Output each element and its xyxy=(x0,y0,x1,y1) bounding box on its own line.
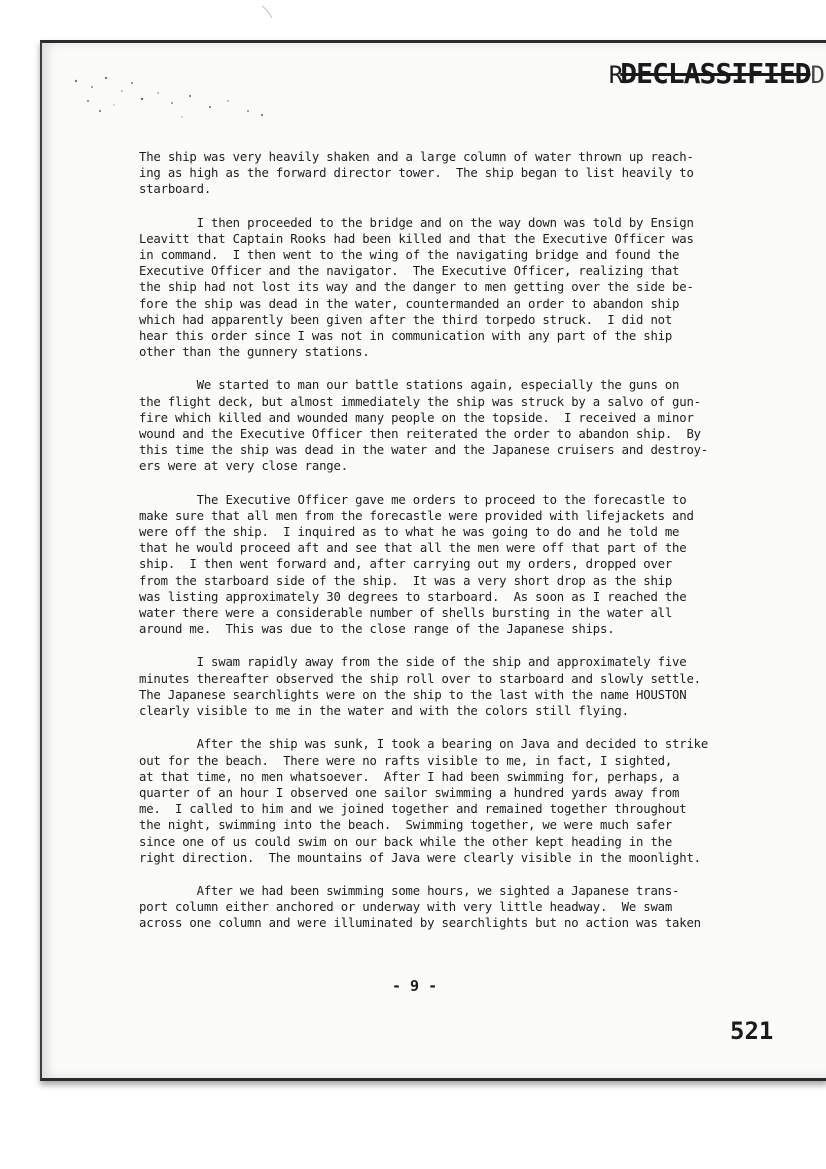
paragraph-3: We started to man our battle stations again, especially the guns on the flight deck, but almost immediately the ship was struck by a salvo of gun- fire which killed and wounded many people on the topside. I received a minor wound and the Executive Officer then reiterated the order to abandon ship. By this time the ship was dead in the water and the Japanese cruisers and destroy- ers were at very close range. xyxy=(139,378,709,474)
stamp-suffix: D xyxy=(810,61,824,89)
paragraph-2: I then proceeded to the bridge and on the way down was told by Ensign Leavitt that Captain Rooks had been killed and that the Executive Officer was in command. I then went to the wing of the navigating bridge and found the Executive Officer and the navigator. The Executive Officer, realizing that the ship had not lost its way and the danger to men getting over the side be- fore the ship was dead in the water, countermanded an order to abandon ship which had apparently been given after the third torpedo struck. I did not hear this order since I was not in communication with any part of the ship other than the gunnery stations. xyxy=(139,215,694,360)
stamp-text: DECLASSIFIED xyxy=(620,57,811,90)
document-body xyxy=(139,149,789,949)
scan-specks xyxy=(62,63,282,123)
paragraph-5: I swam rapidly away from the side of the ship and approximately five minutes thereafter observed the ship roll over to starboard and slowly settle. The Japanese searchlights were on the ship to the last with the name HOUSTON clearly visible to me in the water and with the colors still flying. xyxy=(139,655,701,719)
paragraph-1: The ship was very heavily shaken and a large column of water thrown up reach- ing as high as the forward director tower. The ship began to list heavily to starboard. xyxy=(139,150,694,197)
paragraph-6: After the ship was sunk, I took a bearing on Java and decided to strike out for the beach. There were no rafts visible to me, in fact, I sighted, at that time, no men whatsoever. After I had been swimming for, perhaps, a quarter of an hour I observed one sailor swimming a hundred yards away from me. I called to him and we joined together and remained together throughout the night, swimming into the beach. Swimming together, we were much safer since one of us could swim on our back while the other kept heading in the right direction. The mountains of Java were clearly visible in the moonlight. xyxy=(139,737,709,865)
document-number: 521 xyxy=(730,1017,774,1045)
paragraph-4: The Executive Officer gave me orders to proceed to the forecastle to make sure that all men from the forecastle were provided with lifejackets and were off the ship. I inquired as to what he was going to do and he told me that he would proceed aft and see that all the men were off that part of the ship. I then went forward and, after carrying out my orders, dropped over from the starboard side of the ship. It was a very short drop as the ship was listing approximately 30 degrees to starboard. As soon as I reached the water there were a considerable number of shells bursting in the water all around me. This was due to the close range of the Japanese ships. xyxy=(139,492,694,637)
document-page xyxy=(40,40,826,1081)
page-number: - 9 - xyxy=(392,977,438,995)
declassified-stamp xyxy=(609,57,824,90)
paragraph-7: After we had been swimming some hours, we sighted a Japanese trans- port column either anchored or underway with very little headway. We swam across one column and were illuminated by searchlights but no action was taken xyxy=(139,883,701,931)
stamp-prefix: R xyxy=(608,61,623,89)
